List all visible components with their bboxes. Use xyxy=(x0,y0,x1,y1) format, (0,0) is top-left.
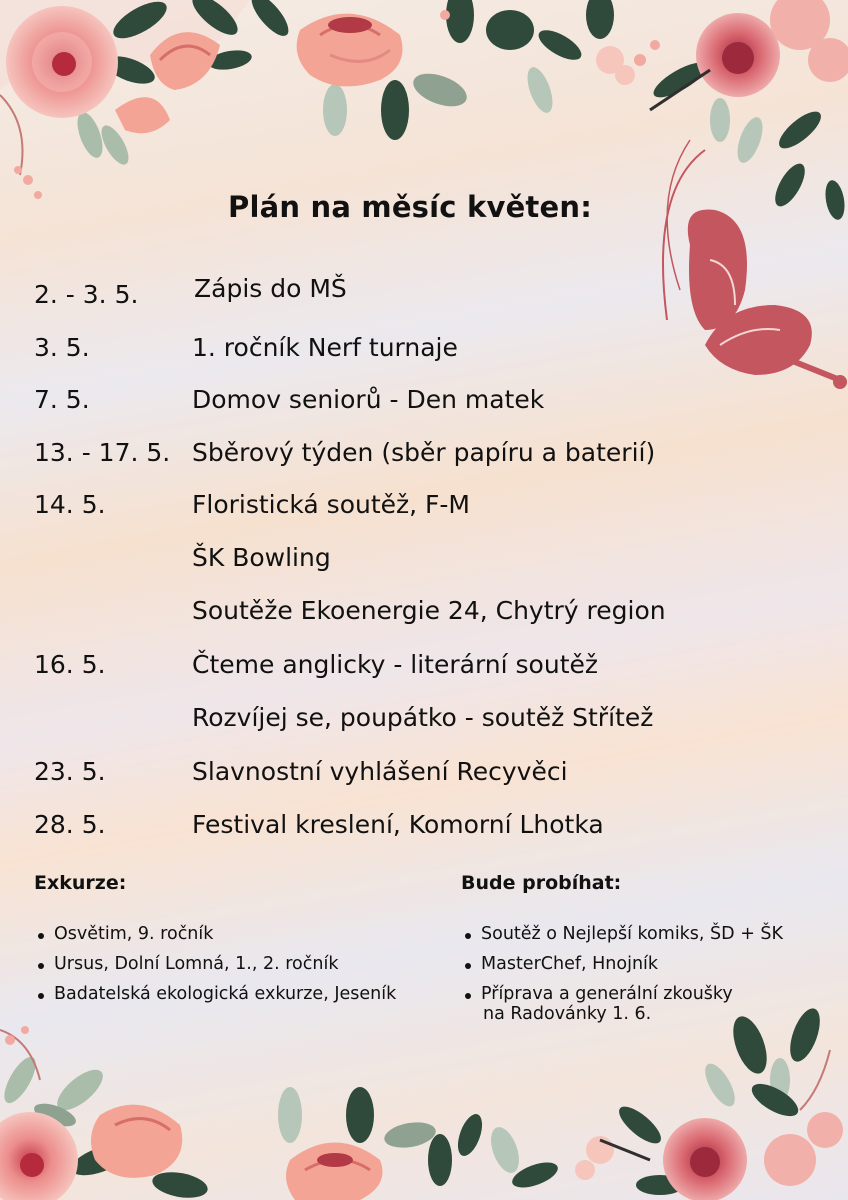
list-item-text: Ursus, Dolní Lomná, 1., 2. ročník xyxy=(54,954,339,974)
schedule-date: 2. - 3. 5. xyxy=(34,280,139,309)
schedule-row xyxy=(34,385,824,419)
schedule-row xyxy=(34,490,824,524)
top-right-flowers-icon xyxy=(634,0,848,221)
ongoing-heading: Bude probíhat: xyxy=(461,872,622,894)
schedule-row xyxy=(34,438,824,472)
schedule-row xyxy=(34,596,824,630)
schedule-date: 7. 5. xyxy=(34,385,90,414)
schedule-row xyxy=(34,274,824,312)
schedule-event: Domov seniorů - Den matek xyxy=(192,385,545,414)
list-item xyxy=(34,984,396,1004)
schedule-event: 1. ročník Nerf turnaje xyxy=(192,333,458,362)
schedule-event: Čteme anglicky - literární soutěž xyxy=(192,650,599,679)
list-item xyxy=(461,954,783,974)
list-item-text: Příprava a generální zkoušky xyxy=(481,984,733,1004)
schedule-row xyxy=(34,543,824,577)
list-item-text: Badatelská ekologická exkurze, Jeseník xyxy=(54,984,397,1004)
schedule-date: 23. 5. xyxy=(34,757,106,786)
schedule-date: 14. 5. xyxy=(34,490,106,519)
bottom-left-flowers-icon xyxy=(0,1026,210,1200)
schedule-event: Zápis do MŠ xyxy=(194,274,347,303)
top-left-flowers-icon xyxy=(0,0,253,199)
page-title: Plán na měsíc květen: xyxy=(227,190,593,224)
schedule-event: Sběrový týden (sběr papíru a baterií) xyxy=(192,438,656,467)
schedule-event: Festival kreslení, Komorní Lhotka xyxy=(192,810,604,839)
schedule-event: ŠK Bowling xyxy=(192,543,331,572)
list-item-text: Soutěž o Nejlepší komiks, ŠD + ŠK xyxy=(481,924,784,944)
list-item-text: Osvětim, 9. ročník xyxy=(54,924,214,944)
bullet-icon xyxy=(38,963,44,969)
bullet-icon xyxy=(38,993,44,999)
list-item xyxy=(34,924,396,944)
excursions-list xyxy=(34,924,396,1004)
bullet-icon xyxy=(465,963,471,969)
schedule-row xyxy=(34,650,824,684)
bullet-icon xyxy=(465,993,471,999)
schedule-event: Soutěže Ekoenergie 24, Chytrý region xyxy=(192,596,666,625)
schedule-event: Slavnostní vyhlášení Recyvěci xyxy=(192,757,568,786)
schedule-row xyxy=(34,703,824,737)
schedule-row xyxy=(34,810,824,844)
schedule-event: Rozvíjej se, poupátko - soutěž Střítež xyxy=(192,703,654,732)
top-center-flowers-icon xyxy=(246,0,635,140)
bottom-right-flowers-icon xyxy=(600,1005,843,1200)
schedule-date: 28. 5. xyxy=(34,810,106,839)
ongoing-list xyxy=(461,924,783,1024)
schedule-row xyxy=(34,333,824,367)
ongoing-section xyxy=(461,872,784,1024)
schedule-date: 13. - 17. 5. xyxy=(34,438,171,467)
bottom-center-flowers-icon xyxy=(278,1087,614,1200)
list-item xyxy=(461,924,783,944)
bullet-icon xyxy=(38,933,44,939)
schedule-event: Floristická soutěž, F-M xyxy=(192,490,471,519)
schedule-date: 3. 5. xyxy=(34,333,90,362)
schedule-row xyxy=(34,757,824,791)
excursions-section xyxy=(34,872,397,1004)
excursions-heading: Exkurze: xyxy=(34,872,127,894)
list-item xyxy=(461,984,783,1024)
schedule-date: 16. 5. xyxy=(34,650,106,679)
list-item-text-continuation: na Radovánky 1. 6. xyxy=(483,1004,652,1024)
list-item-text: MasterChef, Hnojník xyxy=(481,954,659,974)
bullet-icon xyxy=(465,933,471,939)
list-item xyxy=(34,954,396,974)
